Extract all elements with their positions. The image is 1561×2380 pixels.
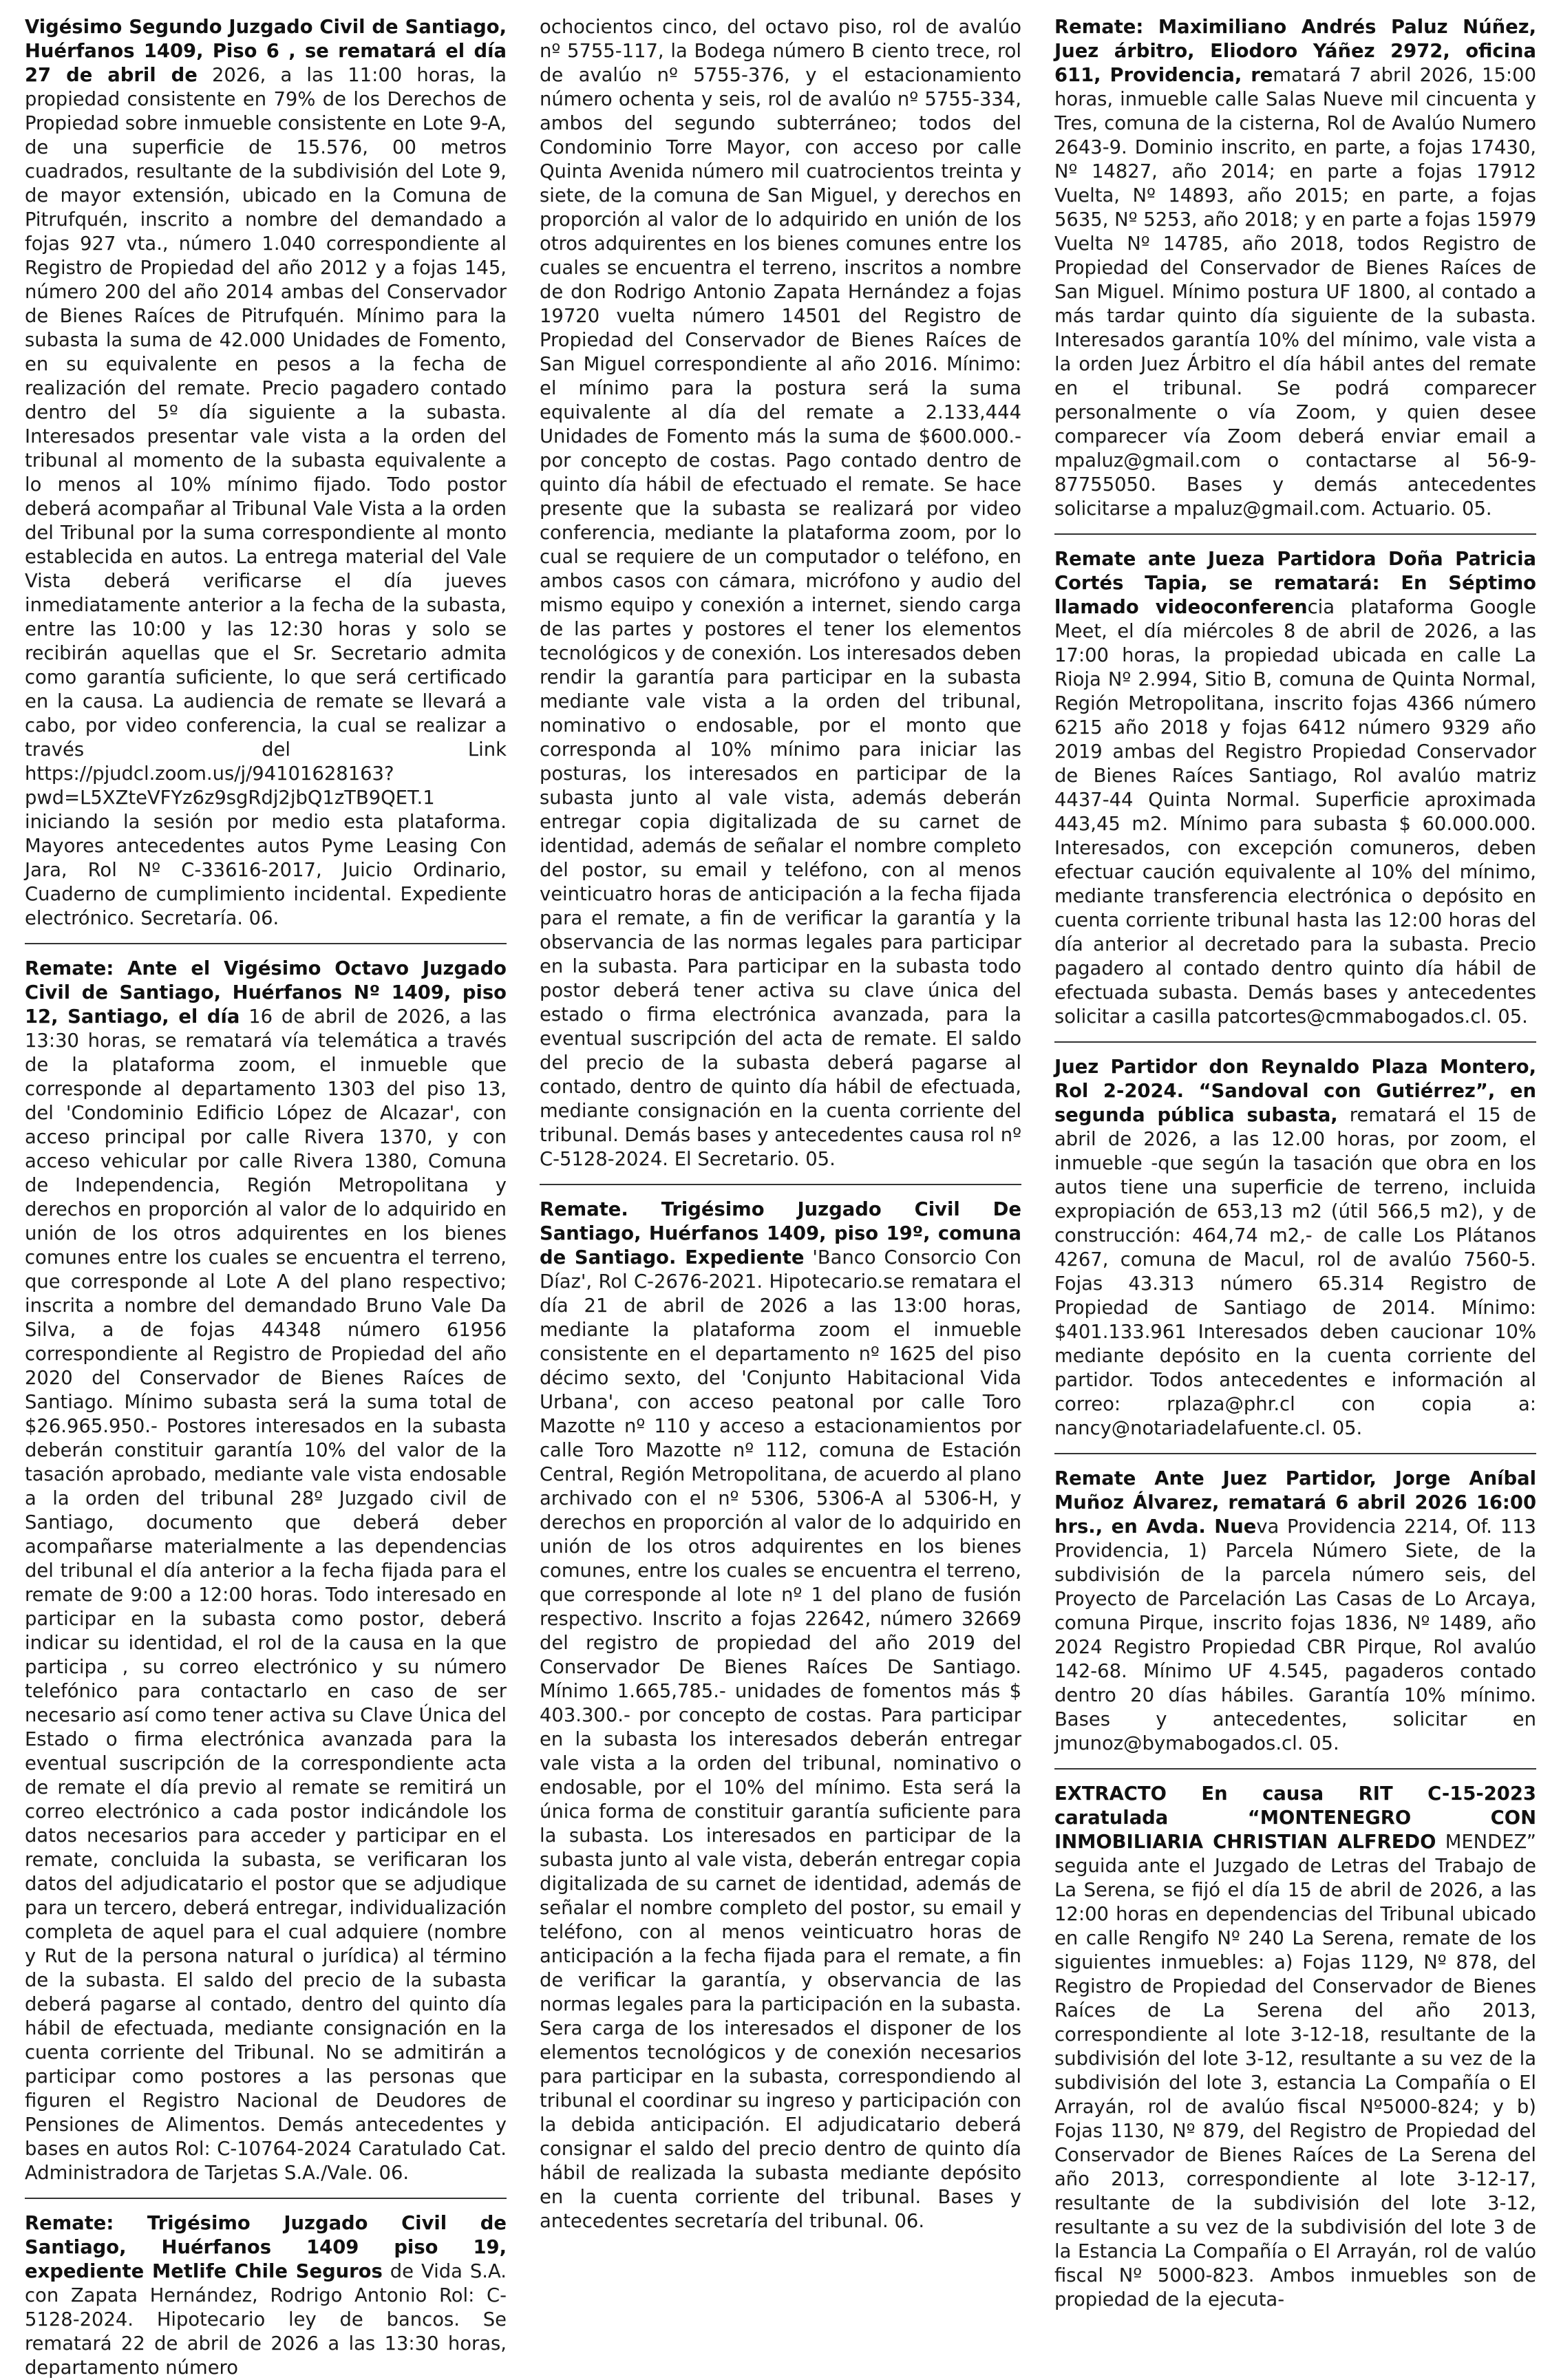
notice-remate-22-juzgado [25, 15, 507, 931]
notice-divider [25, 2198, 507, 2199]
notice-body: MENDEZ” seguida ante el Juzgado de Letras del Trabajo de La Serena, se fijó el día 15 de abril de 2026, a las 12:00 horas en dependencias del Tribunal ubicado en calle Rengifo Nº 240 La Serena, remate de los siguientes inmuebles: a) Fojas 1129, Nº 878, del Registro de Propiedad del Conservador de Bienes Raíces de La Serena del año 2013, correspondiente al lote 3-12-18, resultante de la subdivisión del lote 3-12, resultante a su vez de la subdivisión del lote 3, estancia La Compañía o El Arrayán, rol de avalúo fiscal Nº5000-824; y b) Fojas 1130, Nº 879, del Registro de Propiedad del Conservador de Bienes Raíces de La Serena del año 2013, correspondiente al lote 3-12-17, resultante de la subdivisión del lote 3-12, resultante a su vez de la subdivisión del lote 3 de la Estancia La Compañía o El Arrayán, rol de valúo fiscal Nº 5000-823. Ambos inmuebles son de propiedad de la ejecuta- [1054, 1831, 1536, 2310]
notice-heading: Remate. Trigésimo Juzgado Civil De Santiago, Huérfanos 1409, piso 19º, comuna de Santiago. Expediente [540, 1199, 1021, 1268]
column-right [1054, 15, 1536, 2310]
notice-heading: Vigésimo Segundo Juzgado Civil de Santiago, Huérfanos 1409, Piso 6 , se rematará el día 27 de abril de [25, 17, 507, 86]
notice-remate-munoz [1054, 1467, 1536, 1756]
notice-divider [25, 943, 507, 944]
notice-body: matará 7 abril 2026, 15:00 horas, inmueble calle Salas Nueve mil cincuenta y Tres, comuna de la cisterna, Rol de Avalúo Numero 2643-9. Dominio inscrito, en parte, a fojas 17430, Nº 14827, año 2014; en parte a fojas 17912 Vuelta, Nº 14893, año 2015; en parte, a fojas 5635, Nº 5253, año 2018; y en parte a fojas 15979 Vuelta Nº 14785, año 2018, todos Registro de Propiedad del Conservador de Bienes Raíces de San Miguel. Mínimo postura UF 1800, al contado a más tardar quinto día siguiente de la subasta. Interesados garantía 10% del mínimo, vale vista a la orden Juez Árbitro el día hábil antes del remate en el tribunal. Se podrá comparecer personalmente o vía Zoom, y quien desee comparecer vía Zoom deberá enviar email a mpaluz@gmail.com o contactarse al 56-9-87755050. Bases y demás antecedentes solicitarse a mpaluz@gmail.com. Actuario. 05. [1054, 65, 1536, 520]
notice-divider [540, 1184, 1021, 1185]
notice-body: 'Banco Consorcio Con Díaz', Rol C-2676-2021. Hipotecario.se rematara el día 21 de abril de 2026 a las 13:00 horas, mediante la plataforma zoom el inmueble consistente en el departamento nº 1625 del piso décimo sexto, del 'Conjunto Habitacional Vida Urbana', con acceso peatonal por calle Toro Mazotte nº 110 y acceso a estacionamientos por calle Toro Mazotte nº 112, comuna de Estación Central, Región Metropolitana, de acuerdo al plano archivado con el nº 5306, 5306-A al 5306-H, y derechos en proporción al valor de lo adquirido en unión de los otros adquirentes en los bienes comunes, entre los cuales se encuentra el terreno, que corresponde al lote nº 1 del plano de fusión respectivo. Inscrito a fojas 22642, número 32669 del registro de propiedad del año 2019 del Conservador De Bienes Raíces De Santiago. Mínimo 1.665,785.- unidades de fomentos más $ 403.300.- por concepto de costas. Para participar en la subasta los interesados deberán entregar vale vista a la orden del tribunal, nominativo o endosable, por el 10% del mínimo. Esta será la única forma de constituir garantía suficiente para la subasta. Los interesados en participar de la subasta junto al vale vista, deberán entregar copia digitalizada de su carnet de identidad, además de señalar el nombre completo del postor, su email y teléfono, con al menos veinticuatro horas de anticipación a la fecha fijada para el remate, a fin de verificar la garantía, y observancia de las normas legales para la participación en la subasta. Sera carga de los interesados el disponer de los elementos tecnológicos y de conexión necesarios para participar en la subasta, correspondiendo al tribunal el coordinar su ingreso y participación con la debida anticipación. El adjudicatario deberá consignar el saldo del precio dentro de quinto día hábil de realizada la subasta mediante depósito en la cuenta corriente del tribunal. Bases y antecedentes secretaría del tribunal. 06. [540, 1247, 1021, 2232]
notice-divider [1054, 1453, 1536, 1454]
notice-remate-cortes [1054, 547, 1536, 1029]
notice-divider [1054, 533, 1536, 535]
notice-divider [1054, 1041, 1536, 1043]
notice-body: va Providencia 2214, Of. 113 Providencia, 1) Parcela Número Siete, de la subdivisión de la parcela número seis, del Proyecto de Parcelación Las Casas de Lo Arcaya, comuna Pirque, inscrito fojas 1836, Nº 1489, año 2024 Registro Propiedad CBR Pirque, Rol avalúo 142-68. Mínimo UF 4.545, pagaderos contado dentro 20 días hábiles. Garantía 10% mínimo. Bases y antecedentes, solicitar en jmunoz@bymabogados.cl. 05. [1054, 1516, 1536, 1754]
notice-body: 16 de abril de 2026, a las 13:30 horas, se rematará vía telemática a través de la plataforma zoom, el inmueble que corresponde al departamento 1303 del piso 13, del 'Condominio Edificio López de Alcazar', con acceso principal por calle Rivera 1370, y con acceso vehicular por calle Rivera 1380, Comuna de Independencia, Región Metropolitana y derechos en proporción al valor de lo adquirido en unión de los otros adquirentes en los bienes comunes entre los cuales se encuentra el terreno, que corresponde al Lote A del plano respectivo; inscrita a nombre del demandado Bruno Vale Da Silva, a de fojas 44348 número 61956 correspondiente al Registro de Propiedad del año 2020 del Conservador de Bienes Raíces de Santiago. Mínimo subasta será la suma total de $26.965.950.- Postores interesados en la subasta deberán constituir garantía 10% del valor de la tasación aprobado, mediante vale vista endosable a la orden del tribunal 28º Juzgado civil de Santiago, documento que deberá deber acompañarse materialmente a las dependencias del tribunal el día anterior a la fecha fijada para el remate de 9:00 a 12:00 horas. Todo interesado en participar en la subasta como postor, deberá indicar su identidad, el rol de la causa en la que participa , su correo electrónico y su número telefónico para contactarlo en caso de ser necesario así como tener activa su Clave Única del Estado o firma electrónica avanzada para la eventual suscripción de la correspondiente acta de remate el día previo al remate se remitirá un correo electrónico a cada postor indicándole los datos necesarios para acceder y participar en el remate, concluida la subasta, se verificaran los datos del adjudicatario el postor que se adjudique para un tercero, deberá entregar, individualización completa de aquel para el cual adquiere (nombre y Rut de la persona natural o jurídica) al término de la subasta. El saldo del precio de la subasta deberá pagarse al contado, dentro del quinto día hábil de efectuada, mediante consignación en la cuenta corriente del Tribunal. No se admitirán a participar como postores a las personas que figuren el Registro Nacional de Deudores de Pensiones de Alimentos. Demás antecedentes y bases en autos Rol: C-10764-2024 Caratulado Cat. Administradora de Tarjetas S.A./Vale. 06. [25, 1006, 507, 2184]
notice-remate-paluz [1054, 15, 1536, 521]
notice-body: cia plataforma Google Meet, el día miércoles 8 de abril de 2026, a las 17:00 horas, la propiedad ubicada en calle La Rioja Nº 2.994, Sitio B, comuna de Quinta Normal, Región Metropolitana, inscrito fojas 4366 número 6215 año 2018 y fojas 6412 número 9329 año 2019 ambas del Registro Propiedad Conservador de Bienes Raíces Santiago, Rol avalúo matriz 4437-44 Quinta Normal. Superficie aproximada 443,45 m2. Mínimo para subasta $ 60.000.000. Interesados, con excepción comuneros, deben efectuar caución equivalente al 10% del mínimo, mediante transferencia electrónica o depósito en cuenta corriente tribunal hasta las 12:00 horas del día anterior al decretado para la subasta. Precio pagadero al contado dentro quinto día hábil de efectuada subasta. Demás bases y antecedentes solicitar a casilla patcortes@cmmabogados.cl. 05. [1054, 597, 1536, 1028]
notice-remate-30-juzgado-consorcio [540, 1198, 1021, 2233]
notice-remate-plaza [1054, 1055, 1536, 1441]
notice-body: rematará el 15 de abril de 2026, a las 12.00 horas, por zoom, el inmueble -que según la tasación que obra en los autos tiene una superficie de terreno, incluida expropiación de 653,13 m2 (útil 566,5 m2), y de construcción: 464,74 m2,- de calle Los Plátanos 4267, comuna de Macul, rol de avalúo 7560-5. Fojas 43.313 número 65.314 Registro de Propiedad de Santiago de 2014. Mínimo: $401.133.961 Interesados deben caucionar 10% mediante depósito en la cuenta corriente del partidor. Todos antecedentes e información al correo: rplaza@phr.cl con copia a: nancy@notariadelafuente.cl. 05. [1054, 1105, 1536, 1439]
notice-heading: Juez Partidor don Reynaldo Plaza Montero, Rol 2-2024. “Sandoval con Gutiérrez”, en segunda pública subasta, [1054, 1056, 1536, 1126]
notice-heading: Remate Ante Juez Partidor, Jorge Aníbal Muñoz Álvarez, rematará 6 abril 2026 16:00 hrs., en Avda. Nue [1054, 1468, 1536, 1538]
notice-body: ochocientos cinco, del octavo piso, rol de avalúo nº 5755-117, la Bodega número B ciento trece, rol de avalúo nº 5755-376, y el estacionamiento número ochenta y seis, rol de avalúo nº 5755-334, ambos del segundo subterráneo; todos del Condominio Torre Mayor, con acceso por calle Quinta Avenida número mil cuatrocientos treinta y siete, de la comuna de San Miguel, y derechos en proporción al valor de lo adquirido en unión de los otros adquirentes en los bienes comunes entre los cuales se encuentra el terreno, inscritos a nombre de don Rodrigo Antonio Zapata Hernández a fojas 19720 vuelta número 14501 del Registro de Propiedad del Conservador de Bienes Raíces de San Miguel correspondiente al año 2016. Mínimo: el mínimo para la postura será la suma equivalente al día del remate a 2.133,444 Unidades de Fomento más la suma de $600.000.- por concepto de costas. Pago contado dentro de quinto día hábil de efectuado el remate. Se hace presente que la subasta se realizará por video conferencia, mediante la plataforma zoom, por lo cual se requiere de un computador o teléfono, en ambos casos con cámara, micrófono y audio del mismo equipo y conexión a internet, siendo carga de las partes y postores el tener los elementos tecnológicos y de conexión. Los interesados deben rendir la garantía para participar en la subasta mediante vale vista a la orden del tribunal, nominativo o endosable, por el monto que corresponda al 10% mínimo para iniciar las posturas, los interesados en participar de la subasta junto al vale vista, además deberán entregar copia digitalizada de su carnet de identidad, además de señalar el nombre completo del postor, su email y teléfono, con al menos veinticuatro horas de anticipación a la fecha fijada para el remate, a fin de verificar la garantía y la observancia de las normas legales para participar en la subasta. Para participar en la subasta todo postor deberá tener activa su clave única del estado o firma electrónica avanzada, para la eventual suscripción del acta de remate. El saldo del precio de la subasta deberá pagarse al contado, dentro de quinto día hábil de efectuada, mediante consignación en la cuenta corriente del tribunal. Demás bases y antecedentes causa rol nº C-5128-2024. El Secretario. 05. [540, 17, 1021, 1170]
notice-heading: Remate: Maximiliano Andrés Paluz Núñez, Juez árbitro, Eliodoro Yáñez 2972, oficina 611, Providencia, re [1054, 17, 1536, 86]
notice-body: 2026, a las 11:00 horas, la propiedad consistente en 79% de los Derechos de Propiedad sobre inmueble consistente en Lote 9-A, de una superficie de 15.576, 00 metros cuadrados, resultante de la subdivisión del Lote 9, de mayor extensión, ubicado en la Comuna de Pitrufquén, inscrito a nombre del demandado a fojas 927 vta., número 1.040 correspondiente al Registro de Propiedad del año 2012 y a fojas 145, número 200 del año 2014 ambas del Conservador de Bienes Raíces de Pitrufquén. Mínimo para la subasta la suma de 42.000 Unidades de Fomento, en su equivalente en pesos a la fecha de realización del remate. Precio pagadero contado dentro del 5º día siguiente a la subasta. Interesados presentar vale vista a la orden del tribunal al momento de la subasta equivalente a lo menos al 10% mínimo fijado. Todo postor deberá acompañar al Tribunal Vale Vista a la orden del Tribunal por la suma correspondiente al monto establecida en autos. La entrega material del Vale Vista deberá verificarse el día jueves inmediatamente anterior a la fecha de la subasta, entre las 10:00 y las 12:30 horas y solo se recibirán aquellas que el Sr. Secretario admita como garantía suficiente, lo que será certificado en la causa. La audiencia de remate se llevará a cabo, por video conferencia, la cual se realizar a través del Link https://pjudcl.zoom.us/j/94101628163?pwd=L5XZteVFYz6z9sgRdj2jbQ1zTB9QET.1 iniciando la sesión por medio esta plataforma. Mayores antecedentes autos Pyme Leasing Con Jara, Rol Nº C-33616-2017, Juicio Ordinario, Cuaderno de cumplimiento incidental. Expediente electrónico. Secretaría. 06. [25, 65, 507, 929]
notice-heading: EXTRACTO En causa RIT C-15-2023 caratulada “MONTENEGRO CON INMOBILIARIA CHRISTIAN ALFREDO [1054, 1783, 1536, 1853]
notice-heading: Remate: Trigésimo Juzgado Civil de Santiago, Huérfanos 1409 piso 19, expediente Metlife Chile Seguros [25, 2213, 507, 2282]
notice-heading: Remate: Ante el Vigésimo Octavo Juzgado Civil de Santiago, Huérfanos Nº 1409, piso 12, Santiago, el día [25, 958, 507, 1028]
column-left [25, 15, 507, 2379]
notice-divider [1054, 1768, 1536, 1770]
notice-heading: Remate ante Jueza Partidora Doña Patricia Cortés Tapia, se rematará: En Séptimo llamado videoconferen [1054, 549, 1536, 618]
notice-body: de Vida S.A. con Zapata Hernández, Rodrigo Antonio Rol: C-5128-2024. Hipotecario ley de bancos. Se rematará 22 de abril de 2026 a las 13:30 horas, departamento número [25, 2261, 507, 2379]
column-middle [540, 15, 1021, 2232]
notice-remate-28-juzgado [25, 957, 507, 2185]
notice-extracto-montenegro [1054, 1782, 1536, 2312]
notice-remate-30-juzgado-metlife [25, 2211, 507, 2380]
notice-remate-30-juzgado-metlife-cont [540, 15, 1021, 1171]
